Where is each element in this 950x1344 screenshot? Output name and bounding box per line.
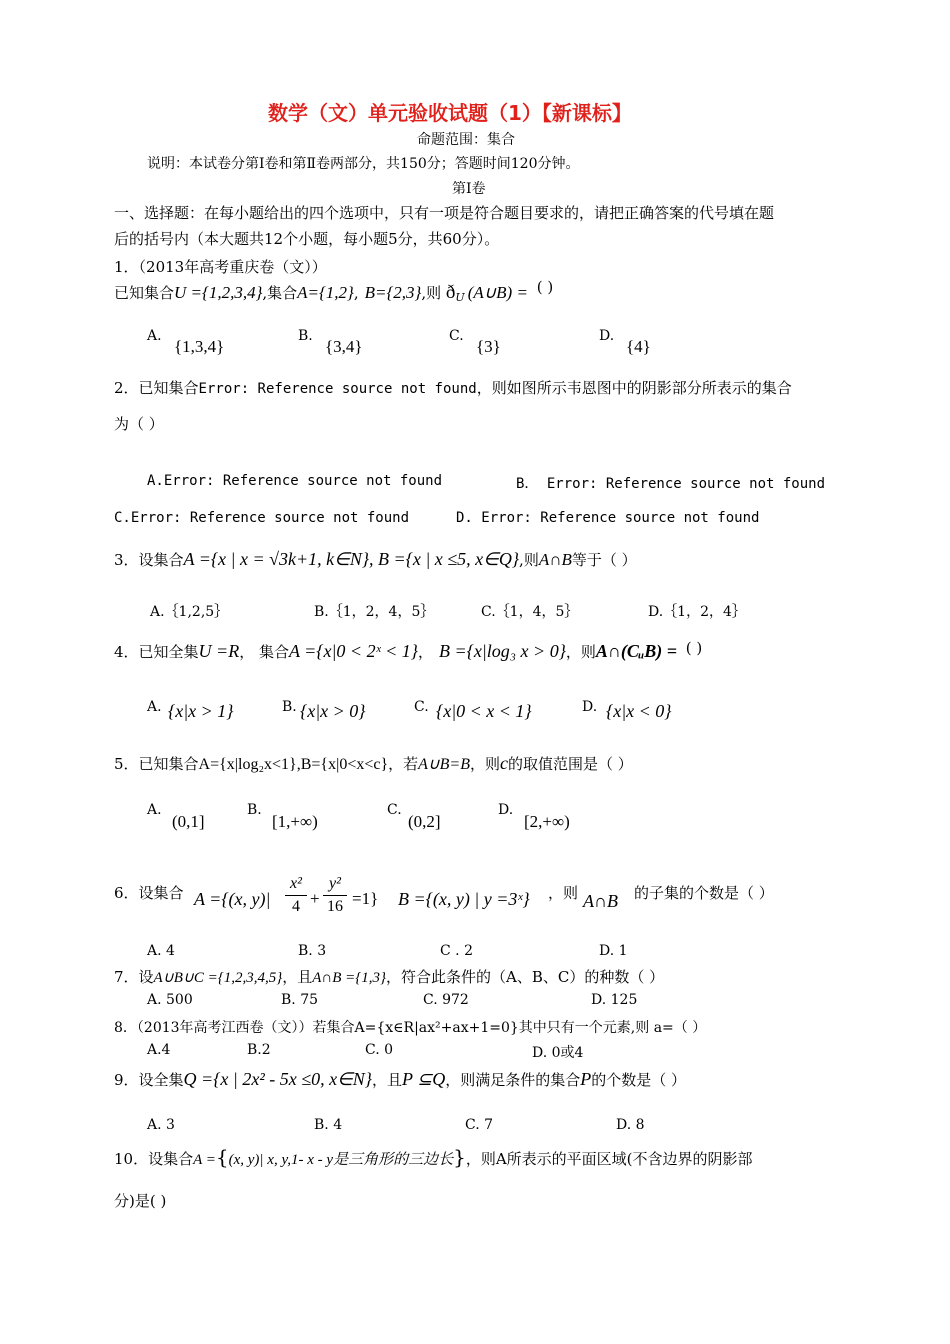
q1-then: ,则 [421,284,442,302]
q1-lead: 已知集合 [114,284,175,302]
q7-expr-union: A∪B∪C ={1,2,3,4,5} [153,970,283,986]
q5-option-d: [2,+∞) [524,812,570,831]
q3-option-d: D.｛1，2，4｝ [648,604,746,620]
q3-then: ,则 [519,551,539,569]
q9-lead: 9．设全集 [114,1071,184,1089]
q2-error-ref: Error: Reference source not found [198,381,477,397]
q6-expr: A∩B [583,891,618,911]
q6-set-b: B ={(x, y) | y =3ˣ} [398,889,530,909]
q9-option-a: A. 3 [147,1117,175,1133]
q1-answer-paren: ( ) [536,278,554,296]
q8-option-b: B.2 [247,1042,271,1058]
q2-stem-line1 [114,377,792,398]
q10-lead: 10．设集合 [114,1150,194,1168]
q1-option-d-label: D. [599,328,615,344]
q4-option-c: {x|0 < x < 1} [436,701,532,721]
q2-option-c: C.Error: Reference source not found [114,510,410,526]
q1-stem: 已知集合U ={1,2,3,4},集合A={1,2}, B={2,3},则 $ð_U$ (A∪B) = ( ) [114,278,554,304]
q1-mid: ,集合 [262,284,298,302]
q4-then: ，则 [565,643,596,661]
q3-option-c: C.｛1，4，5｝ [481,604,579,620]
q9-option-d: D. 8 [616,1117,645,1133]
q6-denominator-16: 16 [327,898,343,915]
q1-option-a: {1,3,4} [174,337,225,356]
q4-option-b-label: B. [282,699,297,715]
q1-option-a-label: A. [147,328,162,344]
q4-answer-paren: ( ) [685,639,703,657]
q6-numerator-x2: x² [290,875,302,892]
q5-option-a-label: A. [147,802,162,818]
q7-tail: ，符合此条件的（A、B、C）的种数（ ） [386,968,665,986]
q8-stem: 8．（2013年高考江西卷（文））若集合A={x∈R|ax²+ax+1=0}其中只有一个元素,则 a=（ ） [114,1020,707,1036]
q4-stem: 4．已知全集U =R， 集合A ={x|0 < 2ˣ < 1}， B ={x|log₃ x > 0}，则A∩(CᵤB) = ( ) [114,639,703,661]
q6-denominator-4: 4 [292,898,300,915]
q7-option-c: C. 972 [423,992,469,1008]
q1-set-b: B={2,3} [364,283,422,302]
q6-plus: + [310,889,320,908]
q3-set-a: A ={x | x = √3k+1, k∈N} [183,549,370,569]
q6-option-a: A. 4 [147,943,175,959]
q7-expr-intersect: A∩B ={1,3} [312,970,387,986]
q6-fraction-x [285,875,307,916]
q6-option-d: D. 1 [599,943,628,959]
q1-option-b-label: B. [298,328,313,344]
q8-option-a: A.4 [147,1042,171,1058]
q5-mid: ，若 [388,755,419,773]
q2-option-d: D. Error: Reference source not found [456,510,760,526]
q4-set-u: U =R [198,641,240,661]
scope-line: 命题范围：集合 [417,132,515,148]
page-title: 数学（文）单元验收试题（1）【新课标】 [268,101,632,125]
q4-option-d-label: D. [582,699,598,715]
q4-option-c-label: C. [414,699,429,715]
q1-option-d: {4} [626,337,651,356]
q1-header: 1．（2013年高考重庆卷（文）） [114,258,327,276]
q2-option-a: A.Error: Reference source not found [147,473,443,489]
q2-stem-line2: 为（ ） [114,415,164,433]
q6-then: ，则 [548,884,579,902]
q6-option-b: B. 3 [298,943,327,959]
q3-tail: 等于（ ） [571,551,637,569]
q6-option-c: C . 2 [440,943,473,959]
q2-option-b: B． Error: Reference source not found [516,476,826,492]
q3-option-a: A.｛1,2,5｝ [150,604,229,620]
q7-lead: 7．设 [114,968,154,986]
q10-stem [114,1145,753,1169]
q3-option-b: B.｛1，2，4，5｝ [314,604,435,620]
q8-option-c: C. 0 [365,1042,394,1058]
q1-option-b: {3,4} [325,337,363,356]
q10-stem-line2: 分)是( ) [114,1192,167,1210]
section-intro-line2: 后的括号内（本大题共12个小题，每小题5分，共60分）。 [114,230,500,248]
q3-expr: A∩B [538,550,572,569]
q1-option-c: {3} [476,337,501,356]
q1-set-u: U ={1,2,3,4} [174,283,263,302]
part-label: 第Ⅰ卷 [452,181,486,197]
q6-set-a-pre: A ={(x, y)| [194,889,271,909]
q9-var-p: P [580,1069,592,1089]
q6-fraction-bar-1 [285,895,307,896]
q9-option-b: B. 4 [314,1117,343,1133]
q4-option-d: {x|x < 0} [606,701,672,721]
q9-stem [114,1069,686,1090]
q10-set-a: A = [193,1152,216,1168]
q6-set-a-post: =1} [352,889,379,908]
q5-option-a: (0,1] [172,812,205,831]
q7-option-b: B. 75 [281,992,319,1008]
q10-pair: (x, y) [228,1152,260,1168]
q4-lead: 4．已知全集 [114,643,199,661]
q9-mid: ，且 [371,1071,402,1089]
exam-note: 说明：本试卷分第Ⅰ卷和第Ⅱ卷两部分，共150分；答题时间120分钟。 [147,156,580,172]
q5-option-c-label: C. [387,802,402,818]
q5-var-c: c [500,753,508,773]
section-intro-line1: 一、选择题：在每小题给出的四个选项中，只有一项是符合题目要求的，请把正确答案的代号填在题 [114,204,775,222]
q4-option-b: {x|x > 0} [300,701,366,721]
q5-option-b-label: B. [247,802,262,818]
q8-option-d: D. 0或4 [532,1045,584,1061]
q7-option-a: A. 500 [147,992,193,1008]
q4-expr: A∩(CᵤB) = [595,641,677,661]
q5-tail: 的取值范围是（ ） [508,755,633,773]
q5-option-d-label: D. [498,802,514,818]
q6-tail: 的子集的个数是（ ） [634,884,774,902]
q5-option-b: [1,+∞) [272,812,318,831]
q3-lead: 3．设集合 [114,551,184,569]
q5-stem [114,753,633,774]
q9-expr: P ⊆Q [401,1069,446,1089]
q10-brace-open: { [215,1145,229,1169]
q9-then: ，则满足条件的集合 [445,1071,581,1089]
q9-set-q: Q ={x | 2x² - 5x ≤0, x∈N} [183,1069,372,1089]
q4-set-a: A ={x|0 < 2ˣ < 1} [288,641,418,661]
q6-lead: 6．设集合 [114,884,184,902]
q10-brace-close: } [453,1145,466,1169]
q3-set-b: , B ={x | x ≤5, x∈Q} [369,549,520,569]
q5-expr: A∪B=B [418,756,470,773]
q7-option-d: D. 125 [591,992,638,1008]
q10-condition: | x, y,1- x - y是三角形的三边长 [259,1152,454,1168]
q5-option-c: (0,2] [408,812,441,831]
q3-stem [114,549,637,570]
q9-option-c: C. 7 [465,1117,494,1133]
q1-complement-symbol: ð [445,282,456,303]
q2-tail: ，则如图所示韦恩图中的阴影部分所表示的集合 [476,379,792,397]
q1-option-c-label: C. [449,328,464,344]
q1-expr: (A∪B) = [467,283,528,302]
q4-option-a: {x|x > 1} [168,701,234,721]
q7-stem [114,966,664,987]
q5-lead: 5．已知集合 [114,755,199,773]
q9-tail: 的个数是（ ） [591,1071,687,1089]
q4-mid: ， 集合 [239,643,289,661]
q1-complement-sub: U [455,291,465,304]
q5-then: ，则 [469,755,500,773]
q6-numerator-y2: y² [329,875,341,892]
q2-lead: 2．已知集合 [114,379,199,397]
q4-option-a-label: A. [147,699,162,715]
q4-set-b: B ={x|log₃ x > 0} [439,641,566,661]
q6-fraction-y [323,875,347,916]
q1-set-a: A={1,2} [297,283,354,302]
q5-sets: A={x|log₂x<1},B={x|0<x<c} [198,756,389,773]
q7-mid: ，且 [282,968,313,986]
q10-tail: ，则A所表示的平面区域(不含边界的阴影部 [465,1150,753,1168]
q6-fraction-bar-2 [323,895,347,896]
